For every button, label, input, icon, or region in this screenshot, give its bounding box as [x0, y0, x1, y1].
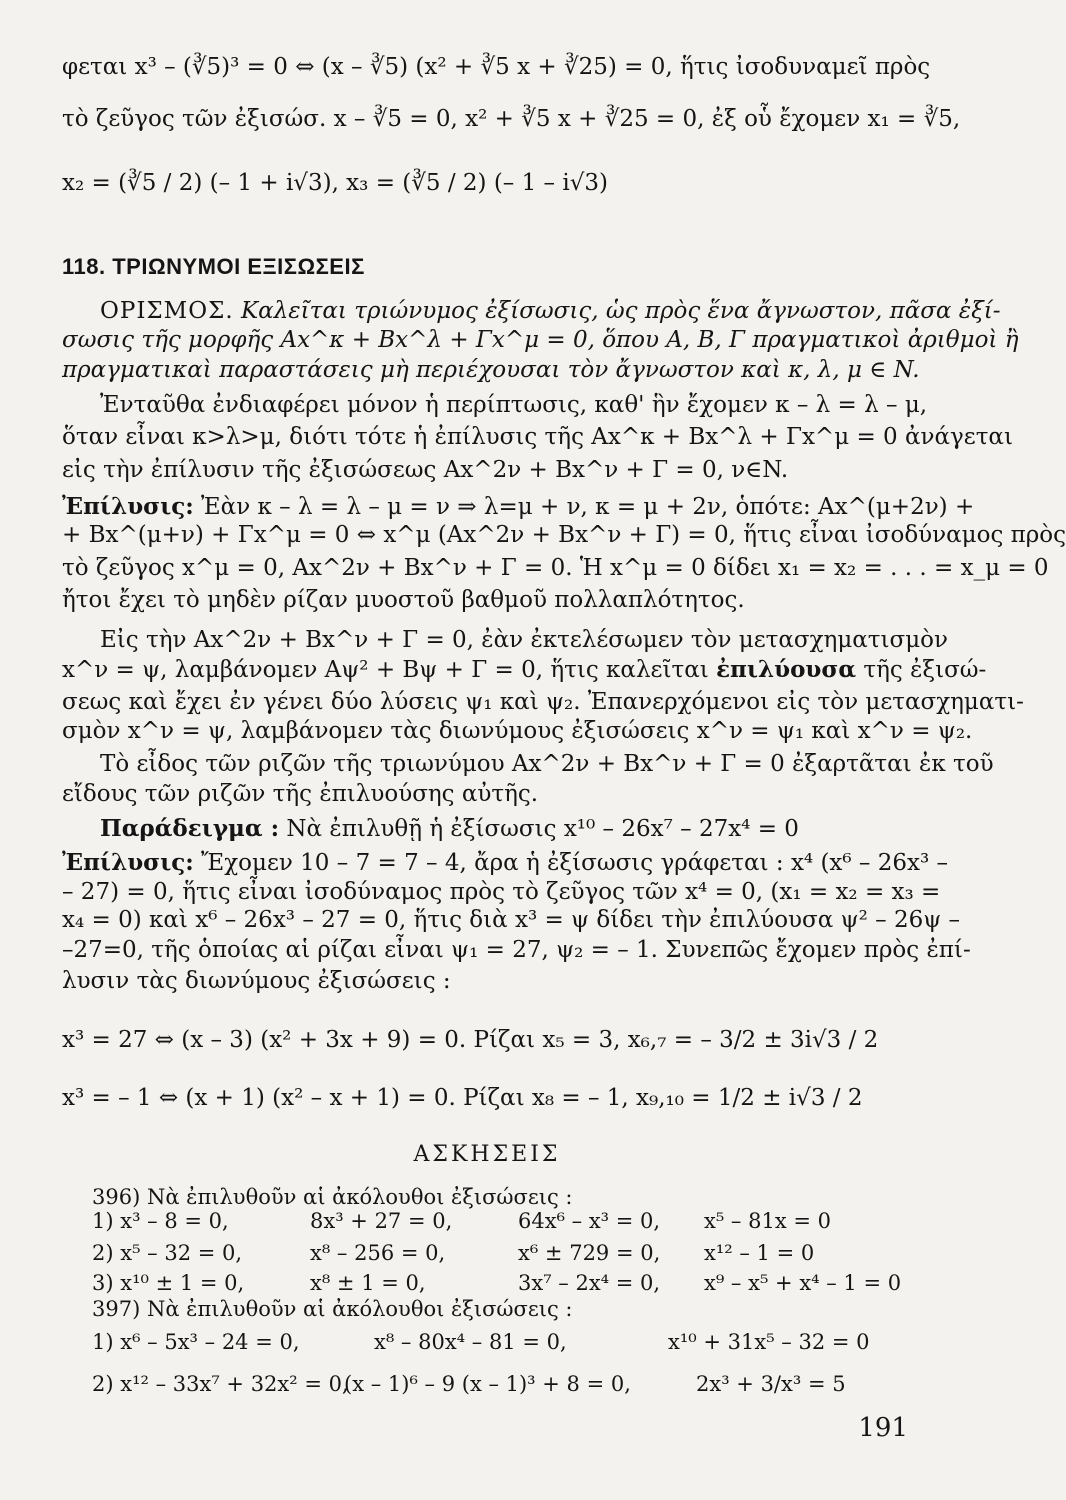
exercise-item: x⁵ – 81x = 0 [704, 1209, 831, 1233]
exercise-397-prompt: 397) Νὰ ἐπιλυθοῦν αἱ ἀκόλουθοι ἐξισώσεις : [92, 1297, 573, 1321]
exercise-item: 64x⁶ – x³ = 0, [518, 1209, 661, 1233]
example-text: Νὰ ἐπιλυθῇ ἡ ἐξίσωσις x¹⁰ – 26x⁷ – 27x⁴ = 0 [279, 816, 799, 842]
equation-line: x³ = 27 ⇔ (x – 3) (x² + 3x + 9) = 0. Ρίζαι x₅ = 3, x₆,₇ = – 3/2 ± 3i√3 / 2 [62, 1027, 879, 1053]
solution-text: Ἐὰν κ – λ = λ – μ = ν ⇒ λ=μ + ν, κ = μ + 2ν, ὁπότε: Ax^(μ+2ν) + [193, 494, 975, 520]
exercise-item: 2) x¹² – 33x⁷ + 32x² = 0, [92, 1372, 349, 1396]
exercise-item: x⁶ ± 729 = 0, [518, 1241, 661, 1265]
example-line [100, 814, 912, 844]
page-number: 191 [858, 1413, 908, 1443]
example-heading: Παράδειγμα : [100, 815, 280, 842]
section-title: ΤΡΙΩΝΥΜΟΙ ΕΞΙΣΩΣΕΙΣ [112, 254, 365, 279]
text-line: –27=0, τῆς ὁποίας αἱ ρίζαι εἶναι ψ₁ = 27, ψ₂ = – 1. Συνεπῶς ἔχομεν πρὸς ἐπί- [62, 937, 971, 963]
text-line: εἰς τὴν ἐπίλυσιν τῆς ἐξισώσεως Ax^2ν + Bx^ν + Γ = 0, ν∈N. [62, 457, 789, 483]
text-line: + Bx^(μ+ν) + Γx^μ = 0 ⇔ x^μ (Ax^2ν + Bx^ν + Γ) = 0, ἥτις εἶναι ἰσοδύναμος πρὸς [62, 522, 1066, 548]
text-line: Τὸ εἶδος τῶν ριζῶν τῆς τριωνύμου Ax^2ν + Bx^ν + Γ = 0 ἐξαρτᾶται ἐκ τοῦ [100, 751, 994, 777]
exercise-item: 2) x⁵ – 32 = 0, [92, 1241, 243, 1265]
exercise-item: 1) x⁶ – 5x³ – 24 = 0, [92, 1330, 300, 1354]
text-span: x^ν = ψ, λαμβάνομεν Aψ² + Bψ + Γ = 0, ἥτις καλεῖται [62, 657, 717, 683]
text-line [62, 655, 987, 685]
text-line: λυσιν τὰς διωνύμους ἐξισώσεις : [62, 968, 451, 994]
example-solution-line [62, 848, 949, 878]
exercise-item: x¹² – 1 = 0 [704, 1241, 815, 1265]
equation-line: x³ = – 1 ⇔ (x + 1) (x² – x + 1) = 0. Ρίζαι x₈ = – 1, x₉,₁₀ = 1/2 ± i√3 / 2 [62, 1085, 863, 1111]
exercise-item: (x – 1)⁶ – 9 (x – 1)³ + 8 = 0, [344, 1372, 631, 1396]
text-line: Εἰς τὴν Ax^2ν + Bx^ν + Γ = 0, ἐὰν ἐκτελέσωμεν τὸν μετασχηματισμὸν [100, 627, 949, 653]
definition-line [100, 296, 1001, 326]
text-line: σμὸν x^ν = ψ, λαμβάνομεν τὰς διωνύμους ἐξισώσεις x^ν = ψ₁ καὶ x^ν = ψ₂. [62, 718, 973, 744]
exercise-item: x⁹ – x⁵ + x⁴ – 1 = 0 [704, 1271, 902, 1295]
section-number: 118. [62, 254, 106, 279]
text-line: τὸ ζεῦγος x^μ = 0, Ax^2ν + Bx^ν + Γ = 0. Ἡ x^μ = 0 δίδει x₁ = x₂ = . . . = x_μ = 0 [62, 555, 1049, 581]
exercise-item: 3x⁷ – 2x⁴ = 0, [518, 1271, 661, 1295]
exercises-heading: ΑΣΚΗΣΕΙΣ [413, 1142, 561, 1167]
exercise-item: 1) x³ – 8 = 0, [92, 1209, 229, 1233]
text-span: Ἔχομεν 10 – 7 = 7 – 4, ἄρα ἡ ἐξίσωσις γράφεται : x⁴ (x⁶ – 26x³ – [193, 850, 949, 876]
section-heading [62, 252, 912, 282]
exercise-item: 2x³ + 3/x³ = 5 [696, 1372, 846, 1396]
text-line: ἤτοι ἔχει τὸ μηδὲν ρίζαν μυοστοῦ βαθμοῦ πολλαπλότητος. [62, 587, 745, 613]
text-line: x₂ = (∛5 / 2) (– 1 + i√3), x₃ = (∛5 / 2) (– 1 – i√3) [62, 170, 608, 196]
exercise-item: 8x³ + 27 = 0, [310, 1209, 453, 1233]
exercise-item: 3) x¹⁰ ± 1 = 0, [92, 1271, 245, 1295]
example-solution-heading: Ἐπίλυσις: [62, 849, 194, 876]
exercise-item: x⁸ – 256 = 0, [310, 1241, 446, 1265]
text-line: x₄ = 0) καὶ x⁶ – 26x³ – 27 = 0, ἥτις διὰ x³ = ψ δίδει τὴν ἐπιλύουσα ψ² – 26ψ – [62, 907, 961, 933]
text-line: Ἐνταῦθα ἐνδιαφέρει μόνον ἡ περίπτωσις, καθ' ἣν ἔχομεν κ – λ = λ – μ, [100, 392, 928, 418]
text-line: ὅταν εἶναι κ>λ>μ, διότι τότε ἡ ἐπίλυσις τῆς Ax^κ + Bx^λ + Γx^μ = 0 ἀνάγεται [62, 424, 1013, 450]
bold-term: ἐπιλύουσα [716, 656, 857, 683]
definition-line: πραγματικαὶ παραστάσεις μὴ περιέχουσαι τὸν ἄγνωστον καὶ κ, λ, μ ∈ N. [62, 357, 920, 383]
text-line: εἴδους τῶν ριζῶν τῆς ἐπιλυούσης αὐτῆς. [62, 781, 539, 807]
exercise-item: x¹⁰ + 31x⁵ – 32 = 0 [668, 1330, 870, 1354]
text-line: σεως καὶ ἔχει ἐν γένει δύο λύσεις ψ₁ καὶ ψ₂. Ἐπανερχόμενοι εἰς τὸν μετασχηματι- [62, 689, 1024, 715]
definition-line: σωσις τῆς μορφῆς Ax^κ + Bx^λ + Γx^μ = 0, ὅπου A, B, Γ πραγματικοὶ ἀριθμοὶ ἢ [62, 327, 1019, 353]
exercise-396-prompt: 396) Νὰ ἐπιλυθοῦν αἱ ἀκόλουθοι ἐξισώσεις : [92, 1185, 573, 1209]
text-span: τῆς ἐξισώ- [856, 657, 987, 683]
definition-heading: ΟΡΙΣΜΟΣ. [100, 298, 234, 324]
exercise-item: x⁸ – 80x⁴ – 81 = 0, [374, 1330, 567, 1354]
definition-text: Καλεῖται τριώνυμος ἐξίσωσις, ὡς πρὸς ἕνα ἄγνωστον, πᾶσα ἐξί- [240, 298, 1001, 324]
text-line: φεται x³ – (∛5)³ = 0 ⇔ (x – ∛5) (x² + ∛5 x + ∛25) = 0, ἥτις ἰσοδυναμεῖ πρὸς [62, 54, 931, 80]
solution-heading: Ἐπίλυσις: [62, 493, 194, 520]
solution-line [62, 492, 975, 522]
exercise-item: x⁸ ± 1 = 0, [310, 1271, 426, 1295]
text-line: – 27) = 0, ἥτις εἶναι ἰσοδύναμος πρὸς τὸ ζεῦγος τῶν x⁴ = 0, (x₁ = x₂ = x₃ = [62, 879, 941, 905]
text-line: τὸ ζεῦγος τῶν ἐξισώσ. x – ∛5 = 0, x² + ∛5 x + ∛25 = 0, ἐξ οὗ ἔχομεν x₁ = ∛5, [62, 106, 961, 132]
